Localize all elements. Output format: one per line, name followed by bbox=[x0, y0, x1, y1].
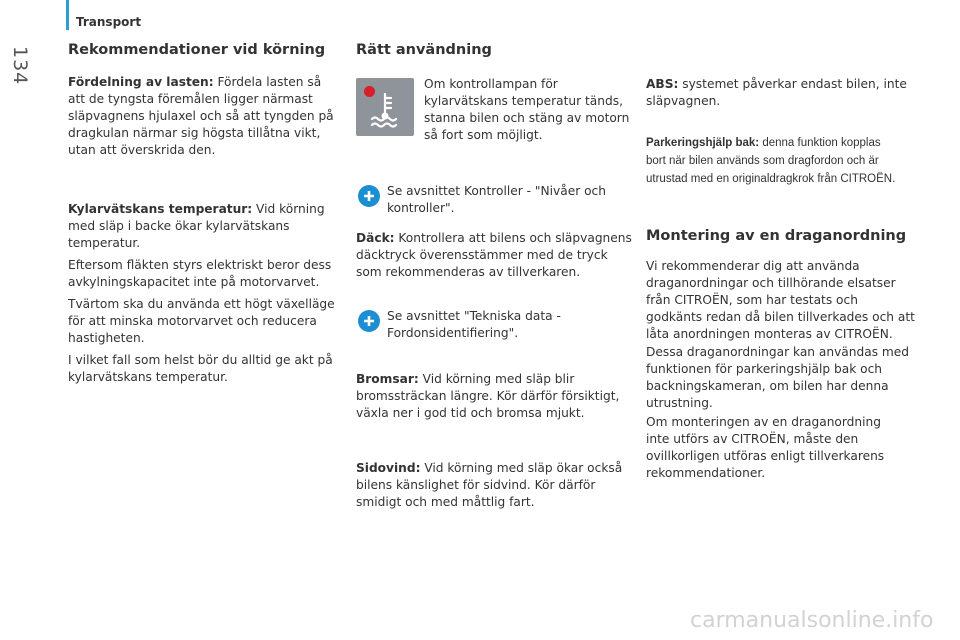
coolant-paragraph: Kylarvätskans temperatur: Vid körning med släp i backe ökar kylarvätskans temperatur. bbox=[68, 202, 325, 250]
load-lead: Fördelning av lasten: bbox=[68, 75, 214, 89]
middle-heading: Rätt användning bbox=[356, 42, 492, 58]
parking-assist-paragraph: Parkeringshjälp bak: denna funktion kopplas bort när bilen används som dragfordon och är utrustad med en originaldragkrok från CITROËN. bbox=[646, 137, 896, 185]
watermark: carmanualsonline.info bbox=[690, 608, 934, 633]
middle-column bbox=[356, 40, 632, 520]
page-number: 134 bbox=[9, 46, 31, 86]
reference-levels: Se avsnittet Kontroller - "Nivåer och kontroller". bbox=[387, 184, 606, 215]
tyres-paragraph: Däck: Kontrollera att bilens och släpvagnens däcktryck överensstämmer med de tryck som rekommenderas av tillverkaren. bbox=[356, 231, 632, 279]
section-title: Transport bbox=[76, 15, 142, 29]
coolant-temperature-warning-icon bbox=[356, 78, 414, 136]
watch-paragraph: I vilket fall som helst bör du alltid ge akt på kylarvätskans temperatur. bbox=[68, 353, 333, 384]
coolant-lead: Kylarvätskans temperatur: bbox=[68, 202, 253, 216]
abs-paragraph: ABS: systemet påverkar endast bilen, inte släpvagnen. bbox=[646, 77, 907, 108]
left-column bbox=[68, 40, 340, 386]
right-column bbox=[646, 40, 916, 500]
brakes-paragraph: Bromsar: Vid körning med släp blir bromssträckan längre. Kör därför försiktigt, växla ner i god tid och bromsa mjukt. bbox=[356, 372, 620, 420]
load-paragraph: Fördelning av lasten: Fördela lasten så att de tyngsta föremålen ligger närmast släpvagnens hjulaxel och så att tyngden på dragkulan närmar sig högsta tillåtna vikt, utan att överskrida den. bbox=[68, 75, 334, 157]
section-accent-bar bbox=[66, 0, 69, 30]
installation-paragraph: Om monteringen av en draganordning inte utförs av CITROËN, måste den ovillkorligen utföras enligt tillverkarens rekommendationer. bbox=[646, 415, 885, 480]
abs-lead: ABS: bbox=[646, 77, 679, 91]
right-heading: Montering av en draganordning bbox=[646, 228, 907, 244]
parking-assist-lead: Parkeringshjälp bak: bbox=[646, 137, 760, 149]
wind-paragraph: Sidovind: Vid körning med släp ökar också bilens känslighet för sidvind. Kör därför smidigt och med måttlig fart. bbox=[356, 461, 623, 509]
lamp-paragraph: Om kontrollampan för kylarvätskans temperatur tänds, stanna bilen och stäng av motorn så fort som möjligt. bbox=[424, 77, 630, 142]
brakes-lead: Bromsar: bbox=[356, 372, 419, 386]
compatibility-paragraph: Dessa draganordningar kan användas med funktionen för parkeringshjälp bak och backningskameran, om bilen har denna utrustning. bbox=[646, 345, 910, 410]
gear-paragraph: Tvärtom ska du använda ett högt växelläge för att minska motorvarvet och reducera hastigheten. bbox=[68, 297, 335, 345]
fan-paragraph: Eftersom fläkten styrs elektriskt beror dess avkylningskapacitet inte på motorvarvet. bbox=[68, 258, 332, 289]
wind-lead: Sidovind: bbox=[356, 461, 421, 475]
left-heading: Rekommendationer vid körning bbox=[68, 42, 326, 58]
plus-info-icon bbox=[358, 310, 380, 332]
reference-technical-data: Se avsnittet "Tekniska data - Fordonsidentifiering". bbox=[387, 309, 561, 340]
recommendation-paragraph: Vi rekommenderar dig att använda draganordningar och tillhörande elsatser från CITROËN, som har testats och godkänts redan då bilen tillverkades och att låta anordningen monteras av CITROËN. bbox=[646, 259, 915, 341]
plus-info-icon bbox=[358, 185, 380, 207]
tyres-lead: Däck: bbox=[356, 231, 395, 245]
